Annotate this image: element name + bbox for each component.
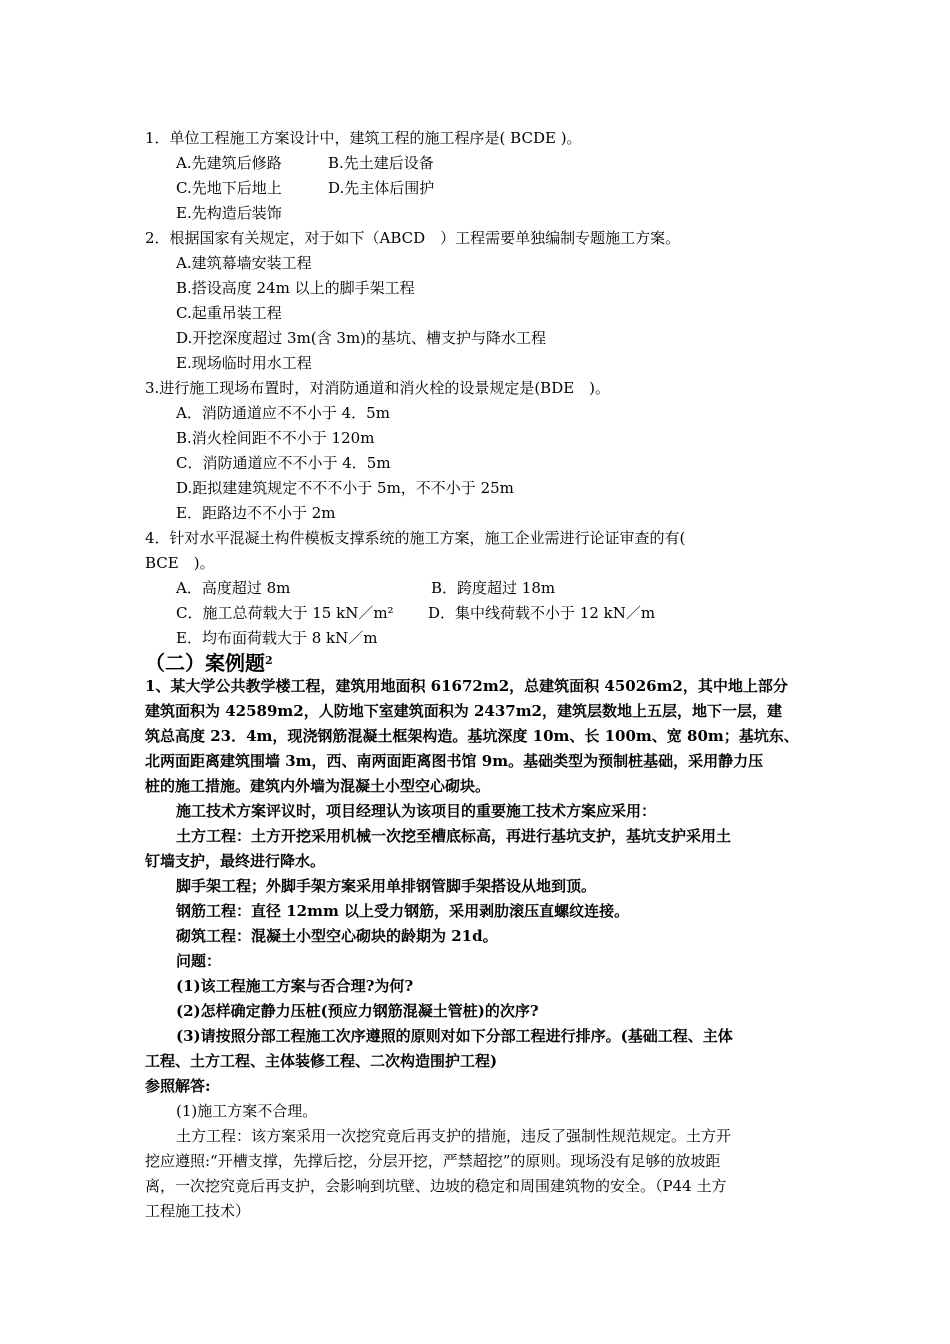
answer-1: (1)施工方案不合理。 bbox=[176, 1102, 318, 1120]
q2-option-b: B.搭设高度 24m 以上的脚手架工程 bbox=[176, 279, 415, 297]
q3-option-c: C．消防通道应不不小于 4．5m bbox=[176, 454, 391, 472]
q1-option-a: A.先建筑后修路 bbox=[176, 154, 282, 172]
case-line-1: 1、某大学公共教学楼工程，建筑用地面积 61672m2，总建筑面积 45026m2，其中地上部分 bbox=[145, 677, 788, 695]
q4-stem-continued: BCE )。 bbox=[145, 554, 215, 572]
q1-option-b: B.先土建后设备 bbox=[328, 154, 434, 172]
case-line-5: 桩的施工措施。建筑内外墙为混凝土小型空心砌块。 bbox=[145, 777, 491, 795]
q1-option-d: D.先主体后围护 bbox=[328, 179, 435, 197]
q4-stem: 4．针对水平混凝土构件模板支撑系统的施工方案，施工企业需进行论证审查的有( bbox=[145, 529, 686, 547]
questions-label: 问题： bbox=[176, 952, 222, 970]
answer-earthwork-line-2: 挖应遵照:“开槽支撑，先撑后挖，分层开挖，严禁超挖”的原则。现场没有足够的放坡距 bbox=[145, 1152, 721, 1170]
answer-earthwork-line-1: 土方工程：该方案采用一次挖究竟后再支护的措施，违反了强制性规范规定。土方开 bbox=[176, 1127, 732, 1145]
q3-option-e: E．距路边不不小于 2m bbox=[176, 504, 336, 522]
q4-option-a: A．高度超过 8m bbox=[176, 579, 291, 597]
case-line-2: 建筑面积为 42589m2，人防地下室建筑面积为 2437m2，建筑层数地上五层，地下一层，建 bbox=[145, 702, 782, 720]
section-footnote-mark: 2 bbox=[265, 654, 273, 667]
q3-option-d: D.距拟建建筑规定不不不小于 5m，不不小于 25m bbox=[176, 479, 514, 497]
q4-option-c: C．施工总荷载大于 15 kN／m² bbox=[176, 604, 394, 622]
q2-option-c: C.起重吊装工程 bbox=[176, 304, 282, 322]
answer-earthwork-line-4: 工程施工技术） bbox=[145, 1202, 251, 1220]
section-title: （二）案例题 bbox=[145, 651, 265, 675]
case-review-line: 施工技术方案评议时，项目经理认为该项目的重要施工技术方案应采用： bbox=[176, 802, 657, 820]
q4-option-e: E．均布面荷载大于 8 kN／m bbox=[176, 629, 378, 647]
question-1: (1)该工程施工方案与否合理?为何? bbox=[176, 977, 414, 995]
case-earthwork-line-2: 钉墙支护，最终进行降水。 bbox=[145, 852, 326, 870]
case-masonry-line: 砌筑工程：混凝土小型空心砌块的龄期为 21d。 bbox=[176, 927, 498, 945]
answer-earthwork-line-3: 离，一次挖究竟后再支护，会影响到坑壁、边坡的稳定和周围建筑物的安全。（P44 土方 bbox=[145, 1177, 727, 1195]
q3-option-a: A．消防通道应不不小于 4．5m bbox=[176, 404, 390, 422]
q3-stem: 3.进行施工现场布置时，对消防通道和消火栓的设景规定是(BDE )。 bbox=[145, 379, 611, 397]
q2-stem: 2．根据国家有关规定，对于如下（ABCD ）工程需要单独编制专题施工方案。 bbox=[145, 229, 681, 247]
case-line-3: 筑总高度 23．4m，现浇钢筋混凝土框架构造。基坑深度 10m、长 100m、宽 80m；基坑东、 bbox=[145, 727, 799, 745]
q1-stem: 1．单位工程施工方案设计中，建筑工程的施工程序是( BCDE )。 bbox=[145, 129, 582, 147]
reference-answer-label: 参照解答: bbox=[145, 1077, 211, 1095]
case-line-4: 北两面距离建筑围墙 3m，西、南两面距离图书馆 9m。基础类型为预制桩基础，采用静力压 bbox=[145, 752, 764, 770]
q4-option-d: D．集中线荷载不小于 12 kN／m bbox=[428, 604, 656, 622]
question-3-line-2: 工程、土方工程、主体装修工程、二次构造围护工程) bbox=[145, 1052, 498, 1070]
question-3-line-1: (3)请按照分部工程施工次序遵照的原则对如下分部工程进行排序。(基础工程、主体 bbox=[176, 1027, 733, 1045]
q2-option-e: E.现场临时用水工程 bbox=[176, 354, 312, 372]
q1-option-c: C.先地下后地上 bbox=[176, 179, 282, 197]
q4-option-b: B．跨度超过 18m bbox=[431, 579, 556, 597]
q3-option-b: B.消火栓间距不不小于 120m bbox=[176, 429, 375, 447]
question-2: (2)怎样确定静力压桩(预应力钢筋混凝土管桩)的次序? bbox=[176, 1002, 539, 1020]
section-heading bbox=[145, 650, 273, 676]
q2-option-a: A.建筑幕墙安装工程 bbox=[176, 254, 312, 272]
case-rebar-line: 钢筋工程：直径 12mm 以上受力钢筋，采用剥肋滚压直螺纹连接。 bbox=[176, 902, 630, 920]
q2-option-d: D.开挖深度超过 3m(含 3m)的基坑、槽支护与降水工程 bbox=[176, 329, 547, 347]
case-scaffold-line: 脚手架工程；外脚手架方案采用单排钢管脚手架搭设从地到顶。 bbox=[176, 877, 597, 895]
q1-option-e: E.先构造后装饰 bbox=[176, 204, 282, 222]
case-earthwork-line-1: 土方工程：土方开挖采用机械一次挖至槽底标高，再进行基坑支护，基坑支护采用土 bbox=[176, 827, 732, 845]
